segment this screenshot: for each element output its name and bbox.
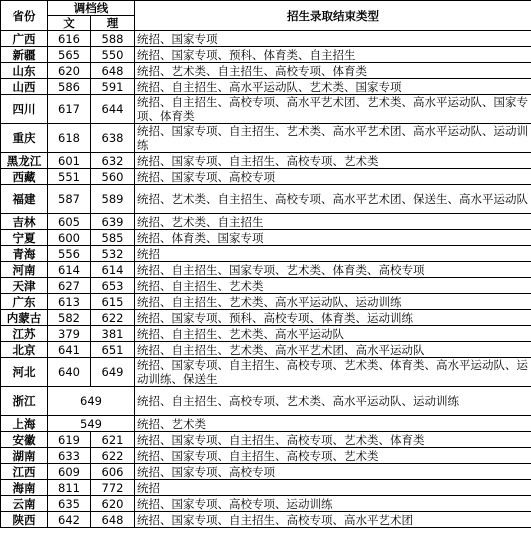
- wen-cutoff-cell: 613: [48, 294, 91, 310]
- table-row: [1, 496, 531, 512]
- admission-types-cell: 统招、国家专项、自主招生、高校专项、艺术类、体育类、高水平运动队、运动训练、保送生: [135, 358, 531, 387]
- province-cell: 河北: [1, 358, 48, 387]
- li-cutoff-cell: 589: [91, 185, 135, 214]
- table-row: [1, 480, 531, 496]
- table-row: [1, 95, 531, 124]
- wen-cutoff-cell: 640: [48, 358, 91, 387]
- wen-cutoff-cell: 616: [48, 31, 91, 47]
- wen-cutoff-cell: 609: [48, 464, 91, 480]
- wen-cutoff-cell: 633: [48, 448, 91, 464]
- li-cutoff-cell: 560: [91, 169, 135, 185]
- li-cutoff-cell: 621: [91, 432, 135, 448]
- admission-types-cell: 统招、国家专项、预科、体育类、自主招生: [135, 47, 531, 63]
- province-cell: 江西: [1, 464, 48, 480]
- admission-types-cell: 统招、艺术类: [135, 416, 531, 432]
- province-cell: 重庆: [1, 124, 48, 153]
- table-row: [1, 31, 531, 47]
- li-cutoff-cell: 606: [91, 464, 135, 480]
- li-cutoff-cell: 653: [91, 278, 135, 294]
- wen-cutoff-cell: 551: [48, 169, 91, 185]
- li-cutoff-cell: 622: [91, 448, 135, 464]
- province-cell: 安徽: [1, 432, 48, 448]
- cutoff-merged-cell: 649: [48, 387, 135, 416]
- table-row: [1, 278, 531, 294]
- wen-cutoff-cell: 614: [48, 262, 91, 278]
- admission-types-cell: 统招、自主招生、艺术类、高水平运动队、运动训练: [135, 294, 531, 310]
- table-row: [1, 512, 531, 528]
- li-header: 理: [91, 16, 135, 31]
- li-cutoff-cell: 772: [91, 480, 135, 496]
- wen-cutoff-cell: 586: [48, 79, 91, 95]
- admission-types-cell: 统招、自主招生、艺术类、高水平运动队: [135, 326, 531, 342]
- li-cutoff-cell: 532: [91, 246, 135, 262]
- province-cell: 福建: [1, 185, 48, 214]
- admission-types-cell: 统招、国家专项、预科、高校专项、体育类、运动训练: [135, 310, 531, 326]
- table-body: [1, 31, 531, 528]
- table-row: [1, 63, 531, 79]
- admission-types-cell: 统招、艺术类、自主招生、高校专项、高水平艺术团、保送生、高水平运动队: [135, 185, 531, 214]
- province-cell: 江苏: [1, 326, 48, 342]
- table-row: [1, 326, 531, 342]
- wen-header: 文: [48, 16, 91, 31]
- li-cutoff-cell: 639: [91, 214, 135, 230]
- table-row: [1, 169, 531, 185]
- li-cutoff-cell: 381: [91, 326, 135, 342]
- province-cell: 广东: [1, 294, 48, 310]
- admission-types-cell: 统招、国家专项、高校专项: [135, 464, 531, 480]
- admission-types-cell: 统招、国家专项、自主招生、高校专项、艺术类: [135, 448, 531, 464]
- li-cutoff-cell: 651: [91, 342, 135, 358]
- li-cutoff-cell: 550: [91, 47, 135, 63]
- province-cell: 黑龙江: [1, 153, 48, 169]
- table-row: [1, 185, 531, 214]
- admission-types-cell: 统招: [135, 480, 531, 496]
- li-cutoff-cell: 615: [91, 294, 135, 310]
- table-row: [1, 230, 531, 246]
- wen-cutoff-cell: 600: [48, 230, 91, 246]
- province-cell: 云南: [1, 496, 48, 512]
- admission-types-cell: 统招、国家专项、自主招生、高校专项、高水平艺术团: [135, 512, 531, 528]
- admission-types-cell: 统招、体育类、国家专项: [135, 230, 531, 246]
- province-cell: 内蒙古: [1, 310, 48, 326]
- province-cell: 浙江: [1, 387, 48, 416]
- table-row: [1, 387, 531, 416]
- wen-cutoff-cell: 635: [48, 496, 91, 512]
- wen-cutoff-cell: 582: [48, 310, 91, 326]
- table-row: [1, 246, 531, 262]
- table-row: [1, 153, 531, 169]
- admission-types-cell: 统招、国家专项、高校专项、运动训练: [135, 496, 531, 512]
- province-cell: 山东: [1, 63, 48, 79]
- li-cutoff-cell: 648: [91, 512, 135, 528]
- wen-cutoff-cell: 605: [48, 214, 91, 230]
- wen-cutoff-cell: 379: [48, 326, 91, 342]
- wen-cutoff-cell: 811: [48, 480, 91, 496]
- admission-types-cell: 统招、国家专项、自主招生、高校专项、艺术类、体育类: [135, 432, 531, 448]
- admission-types-cell: 统招、自主招生、国家专项、艺术类、体育类、高校专项: [135, 262, 531, 278]
- province-cell: 天津: [1, 278, 48, 294]
- admission-types-cell: 统招、自主招生、艺术类: [135, 278, 531, 294]
- admission-types-cell: 统招、自主招生、艺术类、高水平艺术团、高水平运动队: [135, 342, 531, 358]
- li-cutoff-cell: 585: [91, 230, 135, 246]
- province-cell: 河南: [1, 262, 48, 278]
- province-cell: 山西: [1, 79, 48, 95]
- li-cutoff-cell: 614: [91, 262, 135, 278]
- table-row: [1, 448, 531, 464]
- admission-types-cell: 统招、艺术类、自主招生: [135, 214, 531, 230]
- wen-cutoff-cell: 565: [48, 47, 91, 63]
- province-cell: 上海: [1, 416, 48, 432]
- table-row: [1, 464, 531, 480]
- types-header: 招生录取结束类型: [135, 1, 531, 31]
- admission-types-cell: 统招、国家专项、高校专项: [135, 169, 531, 185]
- cutoff-merged-cell: 549: [48, 416, 135, 432]
- table-row: [1, 358, 531, 387]
- province-cell: 四川: [1, 95, 48, 124]
- table-row: [1, 342, 531, 358]
- wen-cutoff-cell: 642: [48, 512, 91, 528]
- province-cell: 陕西: [1, 512, 48, 528]
- li-cutoff-cell: 620: [91, 496, 135, 512]
- table-row: [1, 79, 531, 95]
- province-cell: 北京: [1, 342, 48, 358]
- province-cell: 宁夏: [1, 230, 48, 246]
- wen-cutoff-cell: 618: [48, 124, 91, 153]
- admission-types-cell: 统招、自主招生、高水平运动队、艺术类、国家专项: [135, 79, 531, 95]
- li-cutoff-cell: 591: [91, 79, 135, 95]
- cutoff-header: 调档线: [48, 1, 135, 16]
- admission-types-cell: 统招、国家专项、自主招生、高校专项、艺术类: [135, 153, 531, 169]
- table-row: [1, 214, 531, 230]
- wen-cutoff-cell: 627: [48, 278, 91, 294]
- admission-types-cell: 统招: [135, 246, 531, 262]
- province-cell: 新疆: [1, 47, 48, 63]
- li-cutoff-cell: 622: [91, 310, 135, 326]
- li-cutoff-cell: 644: [91, 95, 135, 124]
- li-cutoff-cell: 638: [91, 124, 135, 153]
- admission-types-cell: 统招、国家专项: [135, 31, 531, 47]
- province-cell: 西藏: [1, 169, 48, 185]
- province-cell: 青海: [1, 246, 48, 262]
- admission-types-cell: 统招、自主招生、高校专项、艺术类、高水平运动队、运动训练: [135, 387, 531, 416]
- li-cutoff-cell: 648: [91, 63, 135, 79]
- table-row: [1, 294, 531, 310]
- wen-cutoff-cell: 587: [48, 185, 91, 214]
- admission-types-cell: 统招、国家专项、自主招生、艺术类、高水平艺术团、高水平运动队、运动训练: [135, 124, 531, 153]
- table-row: [1, 416, 531, 432]
- table-row: [1, 432, 531, 448]
- li-cutoff-cell: 588: [91, 31, 135, 47]
- province-header: 省份: [1, 1, 48, 31]
- li-cutoff-cell: 649: [91, 358, 135, 387]
- table-row: [1, 310, 531, 326]
- province-cell: 湖南: [1, 448, 48, 464]
- wen-cutoff-cell: 601: [48, 153, 91, 169]
- wen-cutoff-cell: 617: [48, 95, 91, 124]
- wen-cutoff-cell: 641: [48, 342, 91, 358]
- province-cell: 广西: [1, 31, 48, 47]
- wen-cutoff-cell: 620: [48, 63, 91, 79]
- wen-cutoff-cell: 556: [48, 246, 91, 262]
- admission-types-cell: 统招、自主招生、高校专项、高水平艺术团、艺术类、高水平运动队、国家专项、体育类: [135, 95, 531, 124]
- province-cell: 海南: [1, 480, 48, 496]
- admission-types-cell: 统招、艺术类、自主招生、高校专项、体育类: [135, 63, 531, 79]
- header-row: [1, 1, 531, 16]
- li-cutoff-cell: 632: [91, 153, 135, 169]
- wen-cutoff-cell: 619: [48, 432, 91, 448]
- table-row: [1, 124, 531, 153]
- table-row: [1, 262, 531, 278]
- table-row: [1, 47, 531, 63]
- province-cell: 吉林: [1, 214, 48, 230]
